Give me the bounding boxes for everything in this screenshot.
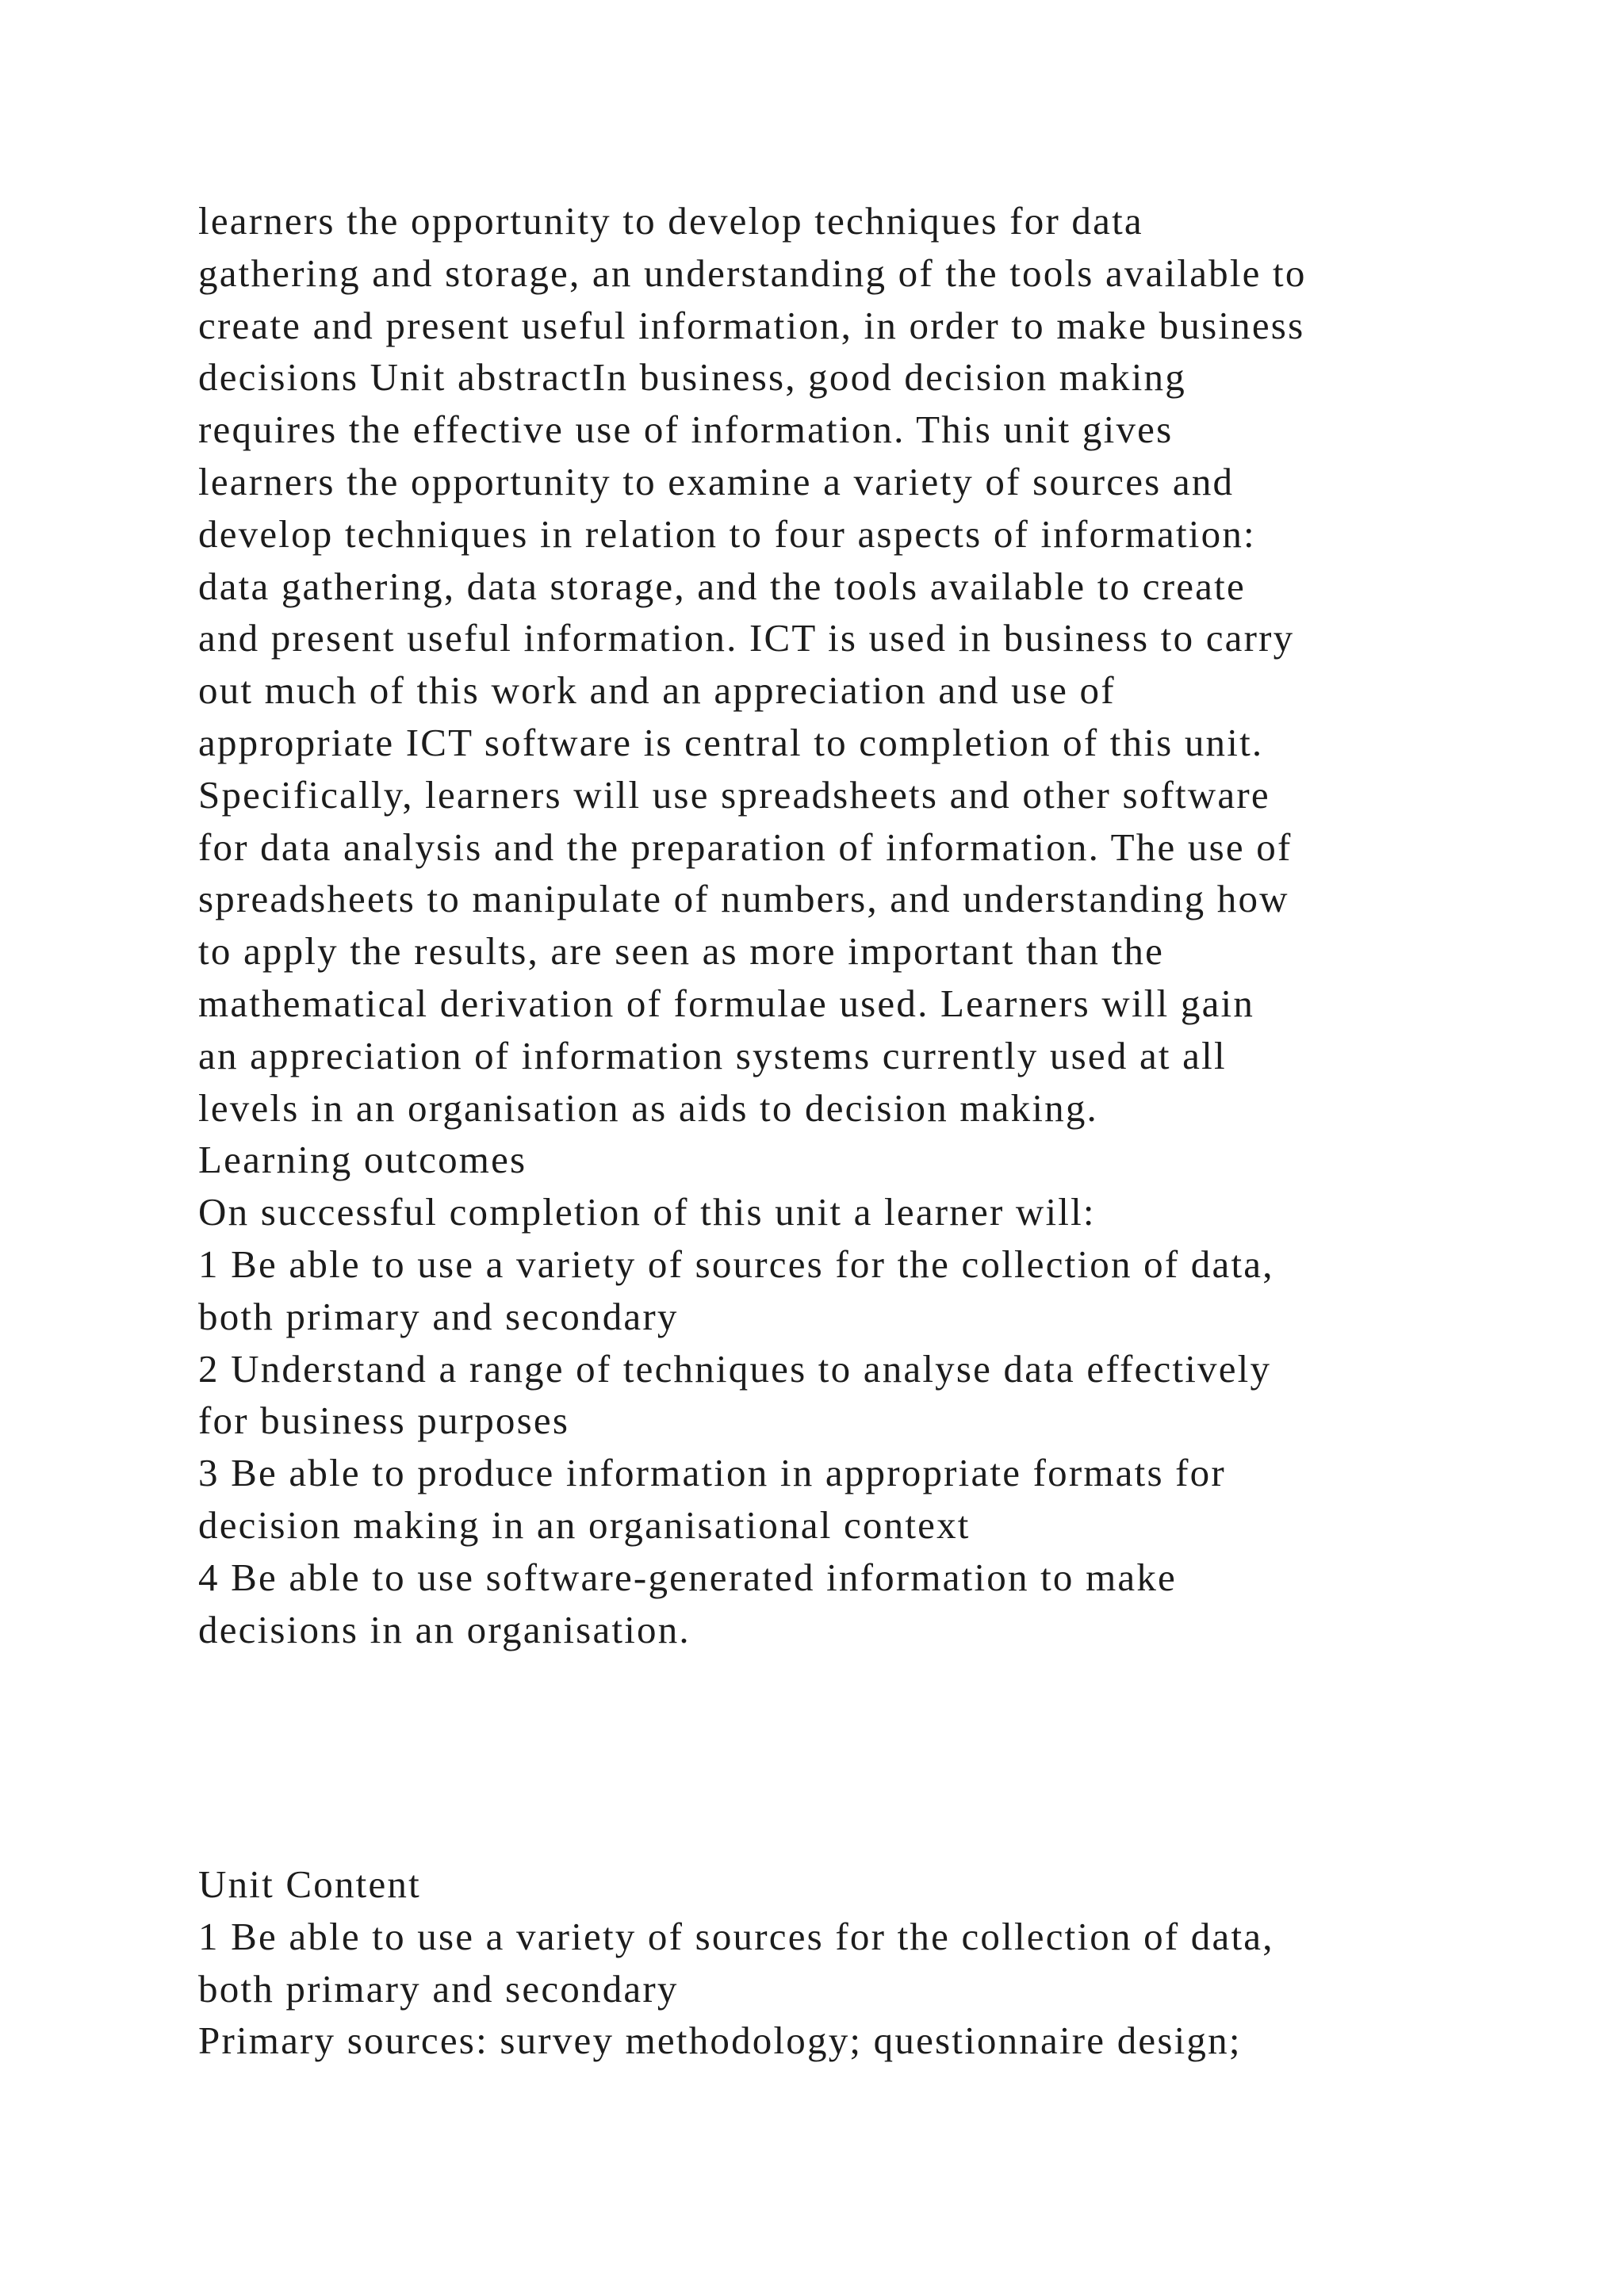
learning-outcome-line: 1 Be able to use a variety of sources for the collection of data, — [198, 1242, 1274, 1286]
learning-outcomes-heading: Learning outcomes — [198, 1138, 527, 1182]
unit-content-line: both primary and secondary — [198, 1966, 679, 2011]
body-line: data gathering, data storage, and the tools available to create — [198, 564, 1246, 608]
unit-content-section — [198, 1858, 1467, 2067]
unit-content-line: 1 Be able to use a variety of sources for the collection of data, — [198, 1914, 1274, 1958]
unit-content-heading: Unit Content — [198, 1862, 421, 1906]
body-line: develop techniques in relation to four aspects of information: — [198, 511, 1256, 556]
unit-content-line: Primary sources: survey methodology; questionnaire design; — [198, 2019, 1242, 2063]
learning-outcome-line: both primary and secondary — [198, 1294, 679, 1338]
learning-outcome-line: decision making in an organisational context — [198, 1502, 971, 1547]
learning-outcome-line: 2 Understand a range of techniques to analyse data effectively — [198, 1346, 1272, 1391]
body-line: Specifically, learners will use spreadsheets and other software — [198, 772, 1270, 817]
learning-outcomes-intro: On successful completion of this unit a learner will: — [198, 1190, 1096, 1234]
body-line: an appreciation of information systems currently used at all — [198, 1033, 1227, 1077]
body-line: decisions Unit abstractIn business, good decision making — [198, 355, 1186, 400]
document-body-text — [198, 195, 1467, 1655]
body-line: spreadsheets to manipulate of numbers, and understanding how — [198, 877, 1289, 921]
body-line: gathering and storage, an understanding of the tools available to — [198, 251, 1307, 295]
learning-outcome-line: 4 Be able to use software-generated information to make — [198, 1555, 1177, 1599]
body-line: levels in an organisation as aids to decision making. — [198, 1085, 1098, 1130]
body-line: for data analysis and the preparation of information. The use of — [198, 825, 1293, 869]
body-line: out much of this work and an appreciation and use of — [198, 668, 1116, 713]
learning-outcome-line: 3 Be able to produce information in appropriate formats for — [198, 1451, 1226, 1495]
body-line: create and present useful information, in order to make business — [198, 303, 1305, 347]
body-line: appropriate ICT software is central to completion of this unit. — [198, 720, 1264, 764]
learning-outcome-line: for business purposes — [198, 1399, 570, 1443]
body-line: learners the opportunity to examine a variety of sources and — [198, 459, 1235, 503]
body-line: requires the effective use of information. This unit gives — [198, 408, 1174, 452]
body-line: learners the opportunity to develop techniques for data — [198, 199, 1143, 243]
learning-outcome-line: decisions in an organisation. — [198, 1607, 691, 1651]
body-line: and present useful information. ICT is used in business to carry — [198, 616, 1295, 660]
body-line: mathematical derivation of formulae used. Learners will gain — [198, 981, 1255, 1025]
body-line: to apply the results, are seen as more important than the — [198, 929, 1165, 974]
